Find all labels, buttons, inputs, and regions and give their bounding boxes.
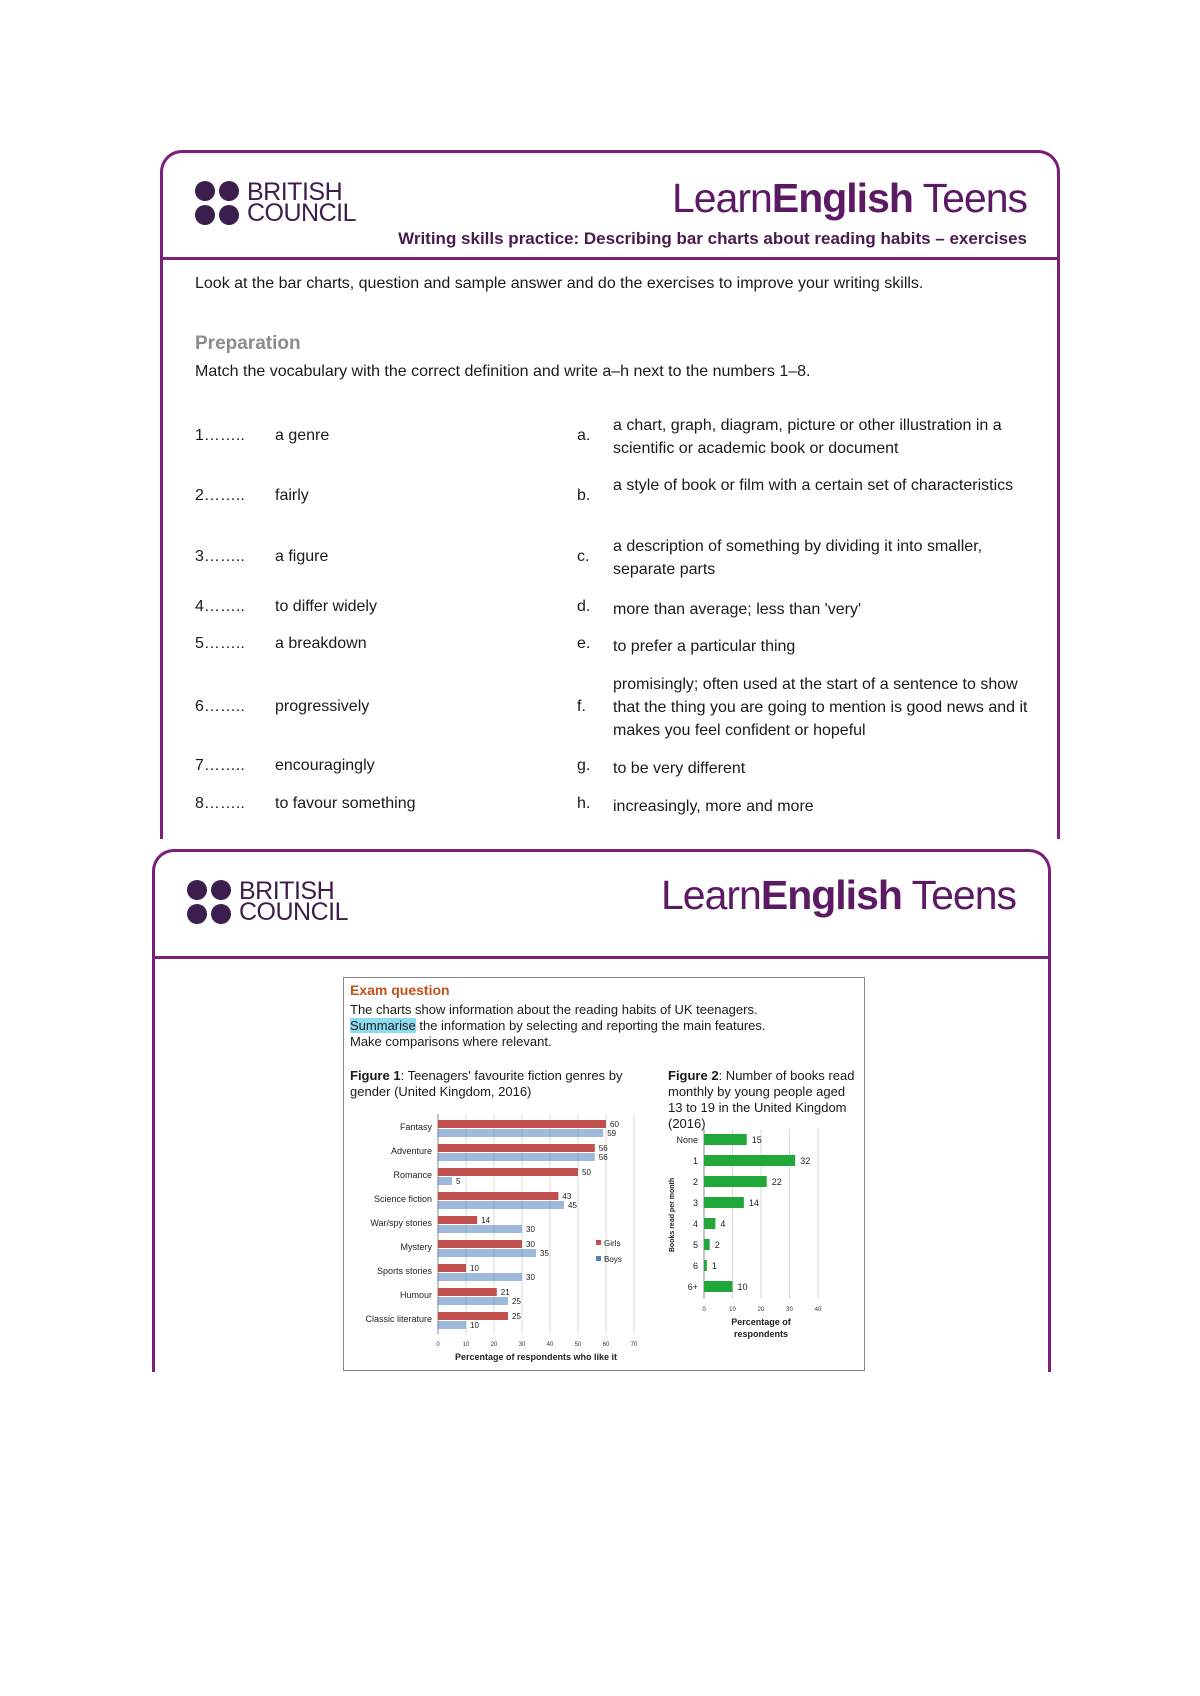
page-1 [160,150,1060,839]
category-label: 3 [692,1198,698,1208]
learnenglish-teens-brand: LearnEnglish Teens [671,175,1027,221]
data-label: 22 [771,1177,782,1187]
data-label: 15 [751,1135,762,1145]
category-label: Classic literature [365,1314,432,1324]
vocab-row [195,598,1025,622]
legend-swatch-girls [596,1240,601,1245]
data-label: 30 [526,1225,535,1234]
british-council-logo [195,178,357,227]
bar [704,1197,744,1208]
data-label: 56 [598,1144,608,1153]
x-tick-label: 0 [702,1307,706,1313]
logo-line-2: COUNCIL [247,199,357,227]
category-label: Humour [399,1290,432,1300]
bar-boys [438,1225,522,1233]
bar-girls [438,1240,522,1248]
vocab-term: fairly [275,487,309,504]
x-tick-label: 10 [729,1307,736,1313]
bar [704,1155,795,1166]
definition-text: a description of something by dividing it into smaller, separate parts [613,538,983,578]
legend-label: Boys [604,1255,622,1264]
data-label: 21 [500,1288,510,1297]
x-tick-label: 30 [518,1342,526,1348]
category-label: 6+ [687,1282,698,1292]
vocab-term: a genre [275,427,330,444]
bar-boys [438,1297,508,1305]
header-divider [163,257,1057,260]
british-council-logo [187,877,349,926]
answer-blank[interactable]: 3…….. [195,548,245,565]
vocab-row [195,414,1025,464]
vocab-row [195,535,1025,585]
answer-blank[interactable]: 6…….. [195,698,245,715]
bar-girls [438,1264,466,1272]
bar [704,1134,747,1145]
bar-boys [438,1153,595,1161]
x-tick-label: 20 [757,1307,765,1313]
data-label: 32 [800,1156,811,1166]
vocab-term: progressively [275,698,370,715]
x-tick-label: 40 [546,1342,554,1348]
x-axis-label: Percentage of respondents [731,1317,791,1339]
definition-letter: a. [577,427,591,444]
bar [704,1218,715,1229]
vocab-row [195,673,1028,745]
figure-1-bar-chart [344,1106,662,1366]
bar [704,1260,707,1271]
data-label: 5 [456,1177,461,1186]
category-label: Sports stories [376,1266,432,1276]
definition-letter: d. [577,598,591,615]
figure-2-bar-chart [662,1123,862,1368]
figure-1-caption: Figure 1: Teenagers' favourite fiction genres by gender (United Kingdom, 2016) [350,1068,623,1099]
x-axis-label: Percentage of respondents who like it [454,1352,618,1362]
vocab-term: to differ widely [275,598,377,615]
page-2 [152,849,1051,1372]
data-label: 43 [562,1192,572,1201]
category-label: Adventure [390,1146,432,1156]
data-label: 60 [610,1120,619,1129]
learnenglish-teens-brand: LearnEnglish Teens [660,872,1016,918]
legend-swatch-boys [596,1256,601,1261]
exam-question-title: Exam question [350,982,450,998]
worksheet-subtitle: Writing skills practice: Describing bar charts about reading habits – exercises [398,229,1027,248]
vocab-row [195,635,1025,659]
vocab-term: a breakdown [275,635,367,652]
category-label: War/spy stories [370,1218,432,1228]
vocab-term: a figure [275,548,329,565]
y-axis-label: Books read per month [669,1177,676,1253]
bar-boys [438,1249,536,1257]
definition-letter: g. [577,757,591,774]
data-label: 2 [714,1240,720,1250]
x-tick-label: 30 [786,1307,793,1313]
definition-letter: h. [577,795,591,812]
category-label: Science fiction [373,1194,432,1204]
exam-question-box [343,977,865,1371]
logo-line-1: BRITISH [247,178,343,206]
x-tick-label: 50 [574,1342,582,1348]
figure-2-caption: Figure 2: Number of books read monthly by young people aged 13 to 19 in the United Kingdom (2016) [668,1068,855,1131]
data-label: 10 [737,1282,748,1292]
category-label: 2 [692,1177,698,1187]
answer-blank[interactable]: 7…….. [195,757,245,774]
vocab-row [195,757,1025,781]
definition-text: to prefer a particular thing [613,638,796,655]
intro-text: Look at the bar charts, question and sample answer and do the exercises to improve your writing skills. [195,275,924,292]
bar [704,1281,733,1292]
answer-blank[interactable]: 4…….. [195,598,245,615]
bar-boys [438,1273,522,1281]
logo-dots-icon [195,181,239,225]
logo-line-1: BRITISH [239,877,335,905]
category-label: 6 [692,1261,698,1271]
data-label: 35 [540,1249,549,1258]
bar-boys [438,1321,466,1329]
data-label: 30 [526,1240,535,1249]
definition-text: a chart, graph, diagram, picture or other illustration in a scientific or academic book or document [613,417,1002,457]
definition-letter: b. [577,487,591,504]
bar-boys [438,1201,564,1209]
data-label: 45 [568,1201,577,1210]
preparation-heading: Preparation [195,333,301,354]
definition-text: to be very different [613,760,746,777]
bar-girls [438,1312,508,1320]
bar-girls [438,1168,578,1176]
data-label: 56 [598,1153,608,1162]
x-tick-label: 70 [630,1342,638,1348]
bar-girls [438,1216,477,1224]
bar-boys [438,1129,603,1137]
answer-blank[interactable]: 2…….. [195,487,245,504]
x-tick-label: 20 [490,1342,498,1348]
preparation-instruction: Match the vocabulary with the correct definition and write a–h next to the numbers 1–8. [195,363,811,380]
category-label: 5 [692,1240,698,1250]
bar [704,1239,710,1250]
definition-text: more than average; less than 'very' [613,601,862,618]
definition-letter: c. [577,548,590,565]
data-label: 25 [512,1297,521,1306]
bar-girls [438,1144,595,1152]
bar-girls [438,1288,497,1296]
bar [704,1176,767,1187]
bar-boys [438,1177,452,1185]
data-label: 50 [582,1168,591,1177]
legend-label: Girls [604,1239,621,1248]
bar-girls [438,1192,558,1200]
category-label: 1 [692,1156,698,1166]
definition-letter: e. [577,635,591,652]
exam-question-text: The charts show information about the reading habits of UK teenagers. Summarise the information by selecting and reporting the main features. Make comparisons where relevant. [350,1002,766,1049]
data-label: 30 [526,1273,535,1282]
answer-blank[interactable]: 8…….. [195,795,245,812]
definition-text: a style of book or film with a certain set of characteristics [613,477,1014,494]
vocab-row [195,474,1025,524]
data-label: 10 [470,1321,479,1330]
category-label: Mystery [400,1242,432,1252]
category-label: 4 [692,1219,698,1229]
x-tick-label: 40 [814,1307,822,1313]
vocab-term: encouragingly [275,757,375,774]
definition-text: increasingly, more and more [613,798,814,815]
highlighted-word: Summarise [350,1018,416,1033]
logo-line-2: COUNCIL [239,898,349,926]
data-label: 14 [748,1198,759,1208]
x-tick-label: 10 [462,1342,470,1348]
category-label: Fantasy [399,1122,432,1132]
data-label: 59 [607,1129,617,1138]
answer-blank[interactable]: 1…….. [195,427,245,444]
answer-blank[interactable]: 5…….. [195,635,245,652]
definition-letter: f. [577,698,586,715]
data-label: 25 [512,1312,521,1321]
vocab-row [195,795,1025,819]
header-divider [155,956,1048,959]
vocab-term: to favour something [275,795,416,812]
category-label: None [676,1135,698,1145]
data-label: 14 [481,1216,491,1225]
category-label: Romance [393,1170,432,1180]
bar-girls [438,1120,606,1128]
data-label: 4 [720,1219,726,1229]
x-tick-label: 0 [436,1342,440,1348]
logo-dots-icon [187,880,231,924]
x-tick-label: 60 [602,1342,610,1348]
definition-text: promisingly; often used at the start of a sentence to show that the thing you are going to mention is good news and it makes you feel confident or hopeful [613,676,1028,739]
data-label: 10 [470,1264,479,1273]
data-label: 1 [711,1261,717,1271]
